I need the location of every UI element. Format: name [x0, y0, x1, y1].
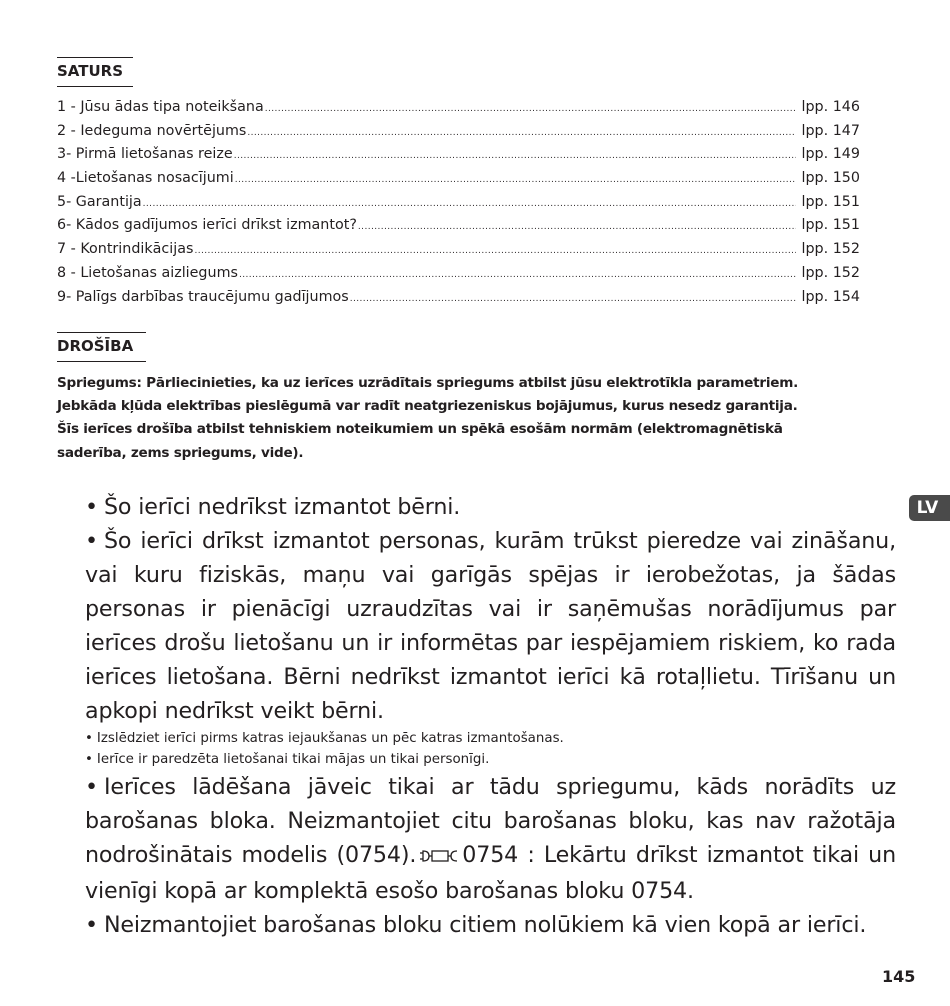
- toc-leader-dots: [265, 99, 796, 119]
- toc-entry-title: 8 - Lietošanas aizliegums: [57, 264, 238, 281]
- toc-entry-page: lpp. 152: [801, 264, 860, 281]
- toc-entry-page: lpp. 149: [801, 146, 860, 163]
- page-number: 145: [882, 967, 916, 986]
- toc-leader-dots: [235, 170, 796, 190]
- warning-line: Šīs ierīces drošība atbilst tehniskiem noteikumiem un spēkā esošām normām (elektromagnētiskā: [57, 421, 783, 438]
- toc-entry: [57, 144, 860, 168]
- instruction-other-purposes: • Neizmantojiet barošanas bloku citiem nolūkiem kā vien kopā ar ierīci.: [85, 912, 867, 938]
- toc-entry: [57, 168, 860, 192]
- language-tab: LV: [909, 495, 950, 521]
- safety-heading: DROŠĪBA: [57, 332, 146, 362]
- toc-leader-dots: [247, 123, 795, 143]
- toc-entry-page: lpp. 147: [801, 122, 860, 139]
- toc-entry: [57, 121, 860, 145]
- bullet: •: [85, 494, 98, 520]
- warning-line: Spriegums: Pārliecinieties, ka uz ierīces uzrādītais spriegums atbilst jūsu elektrotīkla parametriem.: [57, 375, 799, 391]
- safety-instructions: [85, 490, 896, 942]
- voltage-warning: [57, 372, 895, 465]
- toc-leader-dots: [239, 265, 796, 285]
- toc-entry-title: 1 - Jūsu ādas tipa noteikšana: [57, 99, 264, 115]
- toc-entry-title: 6- Kādos gadījumos ierīci drīkst izmantot?: [57, 217, 357, 234]
- toc-entry-title: 5- Garantija: [57, 193, 142, 210]
- toc-entry-page: lpp. 151: [801, 217, 860, 234]
- toc-entry-page: lpp. 146: [801, 99, 860, 115]
- toc-entry: [57, 239, 860, 263]
- instruction-children: • Šo ierīci nedrīkst izmantot bērni.: [85, 494, 461, 520]
- toc-entry-title: 2 - Iedeguma novērtējums: [57, 122, 247, 139]
- toc-entry-title: 3- Pirmā lietošanas reize: [57, 146, 233, 163]
- toc-entry-title: 9- Palīgs darbības traucējumu gadījumos: [57, 288, 349, 305]
- toc-leader-dots: [194, 241, 795, 261]
- toc-leader-dots: [358, 217, 796, 237]
- toc-entry-page: lpp. 154: [801, 288, 860, 305]
- toc-entry-title: 7 - Kontrindikācijas: [57, 241, 194, 258]
- table-of-contents: [57, 97, 860, 310]
- bullet: •: [85, 528, 98, 554]
- toc-entry-page: lpp. 150: [801, 170, 860, 187]
- bullet: •: [85, 731, 93, 746]
- instruction-charging: • Ierīces lādēšana jāveic tikai ar tādu spriegumu, kāds norādīts uz barošanas bloka. Neizmantojiet citu barošanas bloku, kas nav ražotāja nodrošinātais modelis (0754). 0754 : Lekārtu drīkst izmantot tikai un vienīgi kopā ar komplektā esošo barošanas bloku 0754.: [85, 774, 896, 904]
- bullet: •: [85, 912, 98, 938]
- toc-entry-page: lpp. 152: [801, 241, 860, 258]
- toc-leader-dots: [143, 194, 796, 214]
- toc-entry: [57, 97, 860, 121]
- contents-heading: SATURS: [57, 57, 133, 87]
- toc-entry-page: lpp. 151: [801, 193, 860, 210]
- power-adapter-icon: [420, 840, 460, 874]
- toc-entry: [57, 215, 860, 239]
- bullet: •: [85, 752, 93, 767]
- toc-entry: [57, 192, 860, 216]
- instruction-home-use: • Ierīce ir paredzēta lietošanai tikai mājas un tikai personīgi.: [85, 752, 490, 767]
- toc-leader-dots: [350, 289, 796, 309]
- toc-entry: [57, 287, 860, 311]
- toc-entry-title: 4 -Lietošanas nosacījumi: [57, 170, 234, 187]
- instruction-persons: • Šo ierīci drīkst izmantot personas, kurām trūkst pieredze vai zināšanu, vai kuru fiziskās, maņu vai garīgās spējas ir ierobežotas, ja šādas personas ir pienācīgi uzraudzītas vai ir saņēmušas norādījumus par ierīces drošu lietošanu un ir informētas par iespējamiem riskiem, ko rada ierīces lietošana. Bērni nedrīkst izmantot ierīci kā rotaļlietu. Tīrīšanu un apkopi nedrīkst veikt bērni.: [85, 528, 896, 724]
- warning-line: saderība, zems spriegums, vide).: [57, 444, 304, 461]
- toc-entry: [57, 263, 860, 287]
- toc-leader-dots: [234, 146, 796, 166]
- bullet: •: [85, 774, 98, 800]
- warning-line: Jebkāda kļūda elektrības pieslēgumā var radīt neatgriezeniskus bojājumus, kurus nesedz garantija.: [57, 398, 798, 415]
- instruction-switch-off: • Izslēdziet ierīci pirms katras iejaukšanas un pēc katras izmantošanas.: [85, 731, 564, 746]
